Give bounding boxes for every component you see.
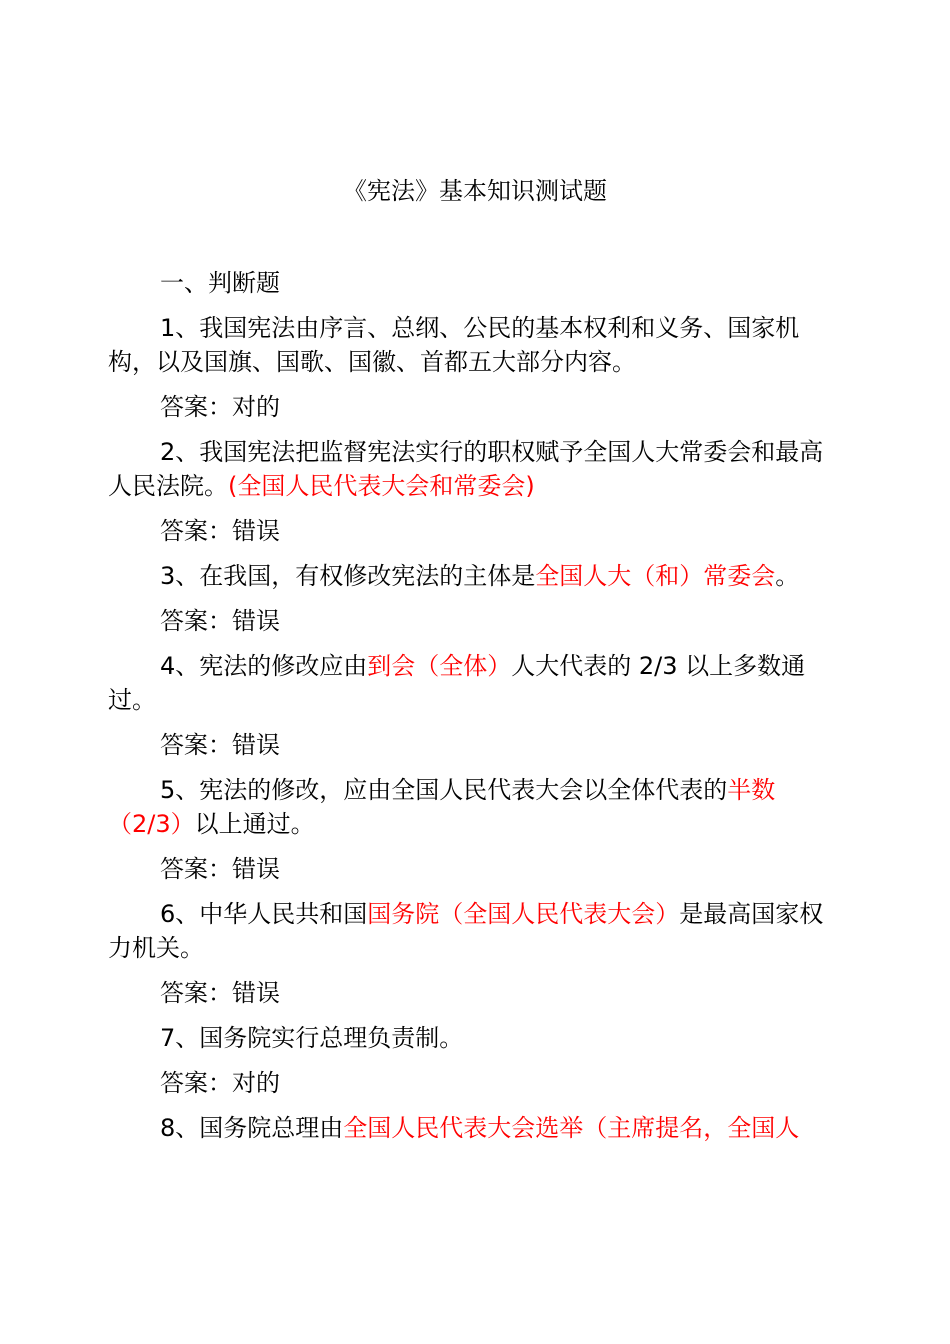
question-1: 1、我国宪法由序言、总纲、公民的基本权利和义务、国家机构，以及国旗、国歌、国徽、首都五大部分内容。: [108, 314, 800, 376]
question-5-text-a: 5、宪法的修改，应由全国人民代表大会以全体代表的: [160, 776, 728, 804]
question-6: [108, 897, 843, 965]
question-8-text-a: 8、国务院总理由: [160, 1114, 344, 1142]
question-6-text-a: 6、中华人民共和国: [160, 900, 368, 928]
answer-7: 答案：对的: [160, 1069, 280, 1097]
answer-5: 答案：错误: [160, 855, 280, 883]
answer-2: 答案：错误: [160, 517, 280, 545]
answer-3: 答案：错误: [160, 607, 280, 635]
question-2-text: 2、我国宪法把监督宪法实行的职权赋予全国人大常委会和最高人民法院。: [108, 438, 824, 500]
question-3: [108, 559, 843, 593]
answer-4: 答案：错误: [160, 731, 280, 759]
question-5-correction: 半数（2/3）: [108, 776, 776, 838]
document-body: [108, 266, 843, 1156]
question-7: 7、国务院实行总理负责制。: [160, 1024, 464, 1052]
question-8-correction: 全国人民代表大会选举（主席提名，全国人: [343, 1114, 800, 1142]
question-3-text-b: 。: [775, 562, 800, 590]
question-4: [108, 649, 843, 717]
question-3-text-a: 3、在我国，有权修改宪法的主体是: [160, 562, 536, 590]
question-5-text-b: 以上通过。: [194, 810, 315, 838]
question-3-correction: 全国人大（和）常委会: [535, 562, 776, 590]
section-heading: 一、判断题: [160, 269, 280, 297]
question-2: [108, 435, 843, 503]
question-6-correction: 国务院（全国人民代表大会）: [367, 900, 680, 928]
question-4-correction: 到会（全体）: [367, 652, 512, 680]
question-4-text-a: 4、宪法的修改应由: [160, 652, 368, 680]
question-5: [108, 773, 843, 841]
document-title: 《宪法》基本知识测试题: [343, 177, 607, 205]
answer-1: 答案：对的: [160, 393, 280, 421]
answer-6: 答案：错误: [160, 979, 280, 1007]
question-4-text-b: 人大代表的 2/3 以上多数通过。: [108, 652, 806, 714]
question-2-correction: (全国人民代表大会和常委会): [228, 472, 535, 500]
question-8: [108, 1111, 843, 1145]
question-6-text-b: 是最高国家权力机关。: [108, 900, 824, 962]
